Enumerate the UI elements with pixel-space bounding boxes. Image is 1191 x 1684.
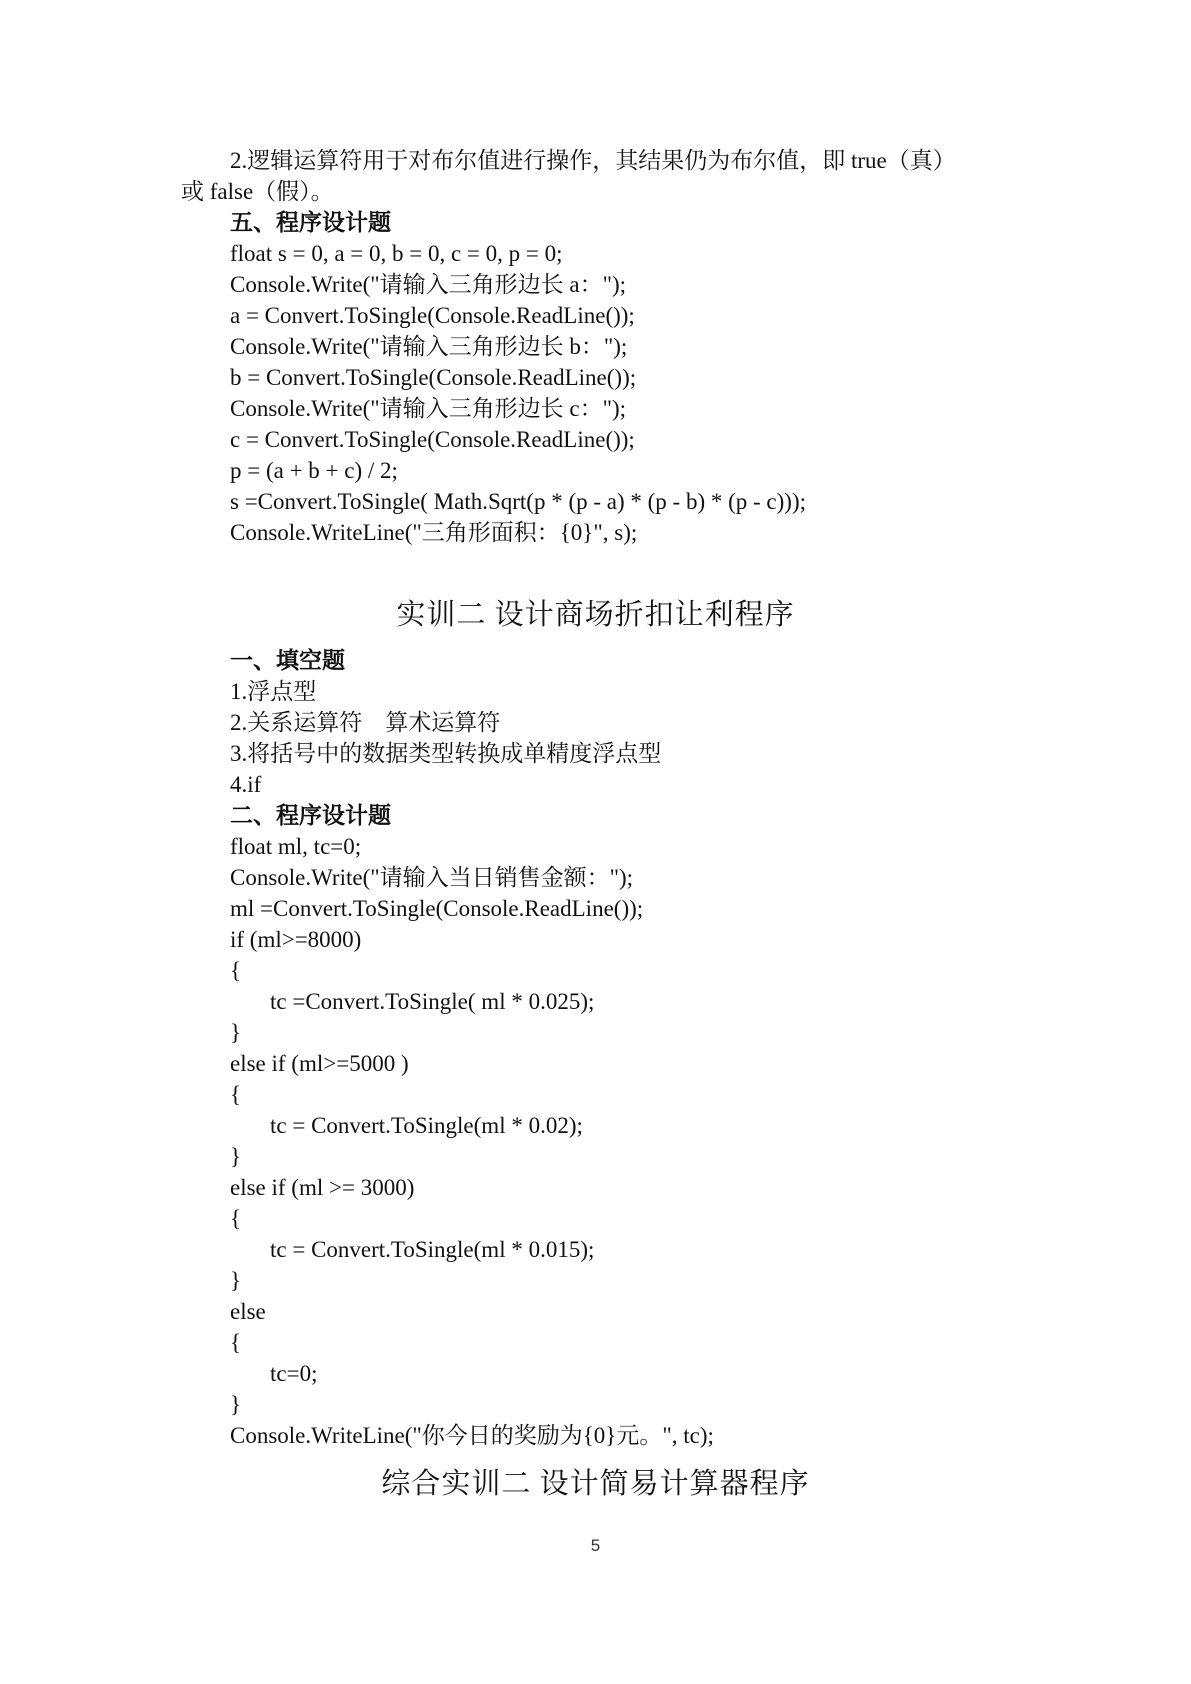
section-heading-program-design: 五、程序设计题 [230, 210, 391, 235]
paragraph-line-2: 或 false（假）。 [181, 179, 334, 204]
code-line: Console.Write("请输入三角形边长 b："); [230, 334, 628, 359]
section-title-comprehensive-2: 综合实训二 设计简易计算器程序 [381, 1468, 810, 1500]
code-line: tc = Convert.ToSingle(ml * 0.02); [270, 1113, 583, 1138]
code-line: tc =Convert.ToSingle( ml * 0.025); [270, 989, 595, 1014]
code-line: Console.Write("请输入当日销售金额："); [230, 865, 634, 890]
code-line: if (ml>=8000) [230, 927, 362, 952]
code-line: float s = 0, a = 0, b = 0, c = 0, p = 0; [230, 241, 563, 266]
answer-line: 4.if [230, 772, 262, 797]
code-line: Console.Write("请输入三角形边长 a："); [230, 272, 627, 297]
code-line: b = Convert.ToSingle(Console.ReadLine()); [230, 365, 637, 390]
code-line: tc=0; [270, 1361, 318, 1386]
code-line: Console.Write("请输入三角形边长 c："); [230, 396, 627, 421]
code-line: } [230, 1020, 242, 1045]
answer-line: 1.浮点型 [230, 679, 317, 704]
page-number: 5 [590, 1536, 601, 1555]
code-line: { [230, 1330, 242, 1355]
code-line: Console.WriteLine("你今日的奖励为{0}元。", tc); [230, 1423, 714, 1448]
section-heading-fill-in: 一、填空题 [230, 648, 345, 673]
section-heading-program-design-2: 二、程序设计题 [230, 803, 391, 828]
code-line: s =Convert.ToSingle( Math.Sqrt(p * (p - a) * (p - b) * (p - c))); [230, 489, 807, 514]
code-line: { [230, 958, 242, 983]
code-line: tc = Convert.ToSingle(ml * 0.015); [270, 1237, 595, 1262]
code-line: else if (ml >= 3000) [230, 1175, 415, 1200]
answer-line: 2.关系运算符 算术运算符 [230, 710, 501, 735]
code-line: p = (a + b + c) / 2; [230, 458, 398, 483]
code-line: } [230, 1144, 242, 1169]
code-line: Console.WriteLine("三角形面积：{0}", s); [230, 520, 638, 545]
section-title-training-2: 实训二 设计商场折扣让利程序 [396, 599, 795, 631]
code-line: c = Convert.ToSingle(Console.ReadLine()); [230, 427, 635, 452]
code-line: else if (ml>=5000 ) [230, 1051, 409, 1076]
code-line: { [230, 1082, 242, 1107]
code-line: a = Convert.ToSingle(Console.ReadLine()); [230, 303, 635, 328]
code-line: else [230, 1299, 266, 1324]
code-line: float ml, tc=0; [230, 834, 362, 859]
code-line: } [230, 1392, 242, 1417]
code-line: ml =Convert.ToSingle(Console.ReadLine()); [230, 896, 644, 921]
paragraph-line-1: 2.逻辑运算符用于对布尔值进行操作，其结果仍为布尔值，即 true（真） [230, 148, 956, 173]
code-line: } [230, 1268, 242, 1293]
code-line: { [230, 1206, 242, 1231]
answer-line: 3.将括号中的数据类型转换成单精度浮点型 [230, 741, 662, 766]
